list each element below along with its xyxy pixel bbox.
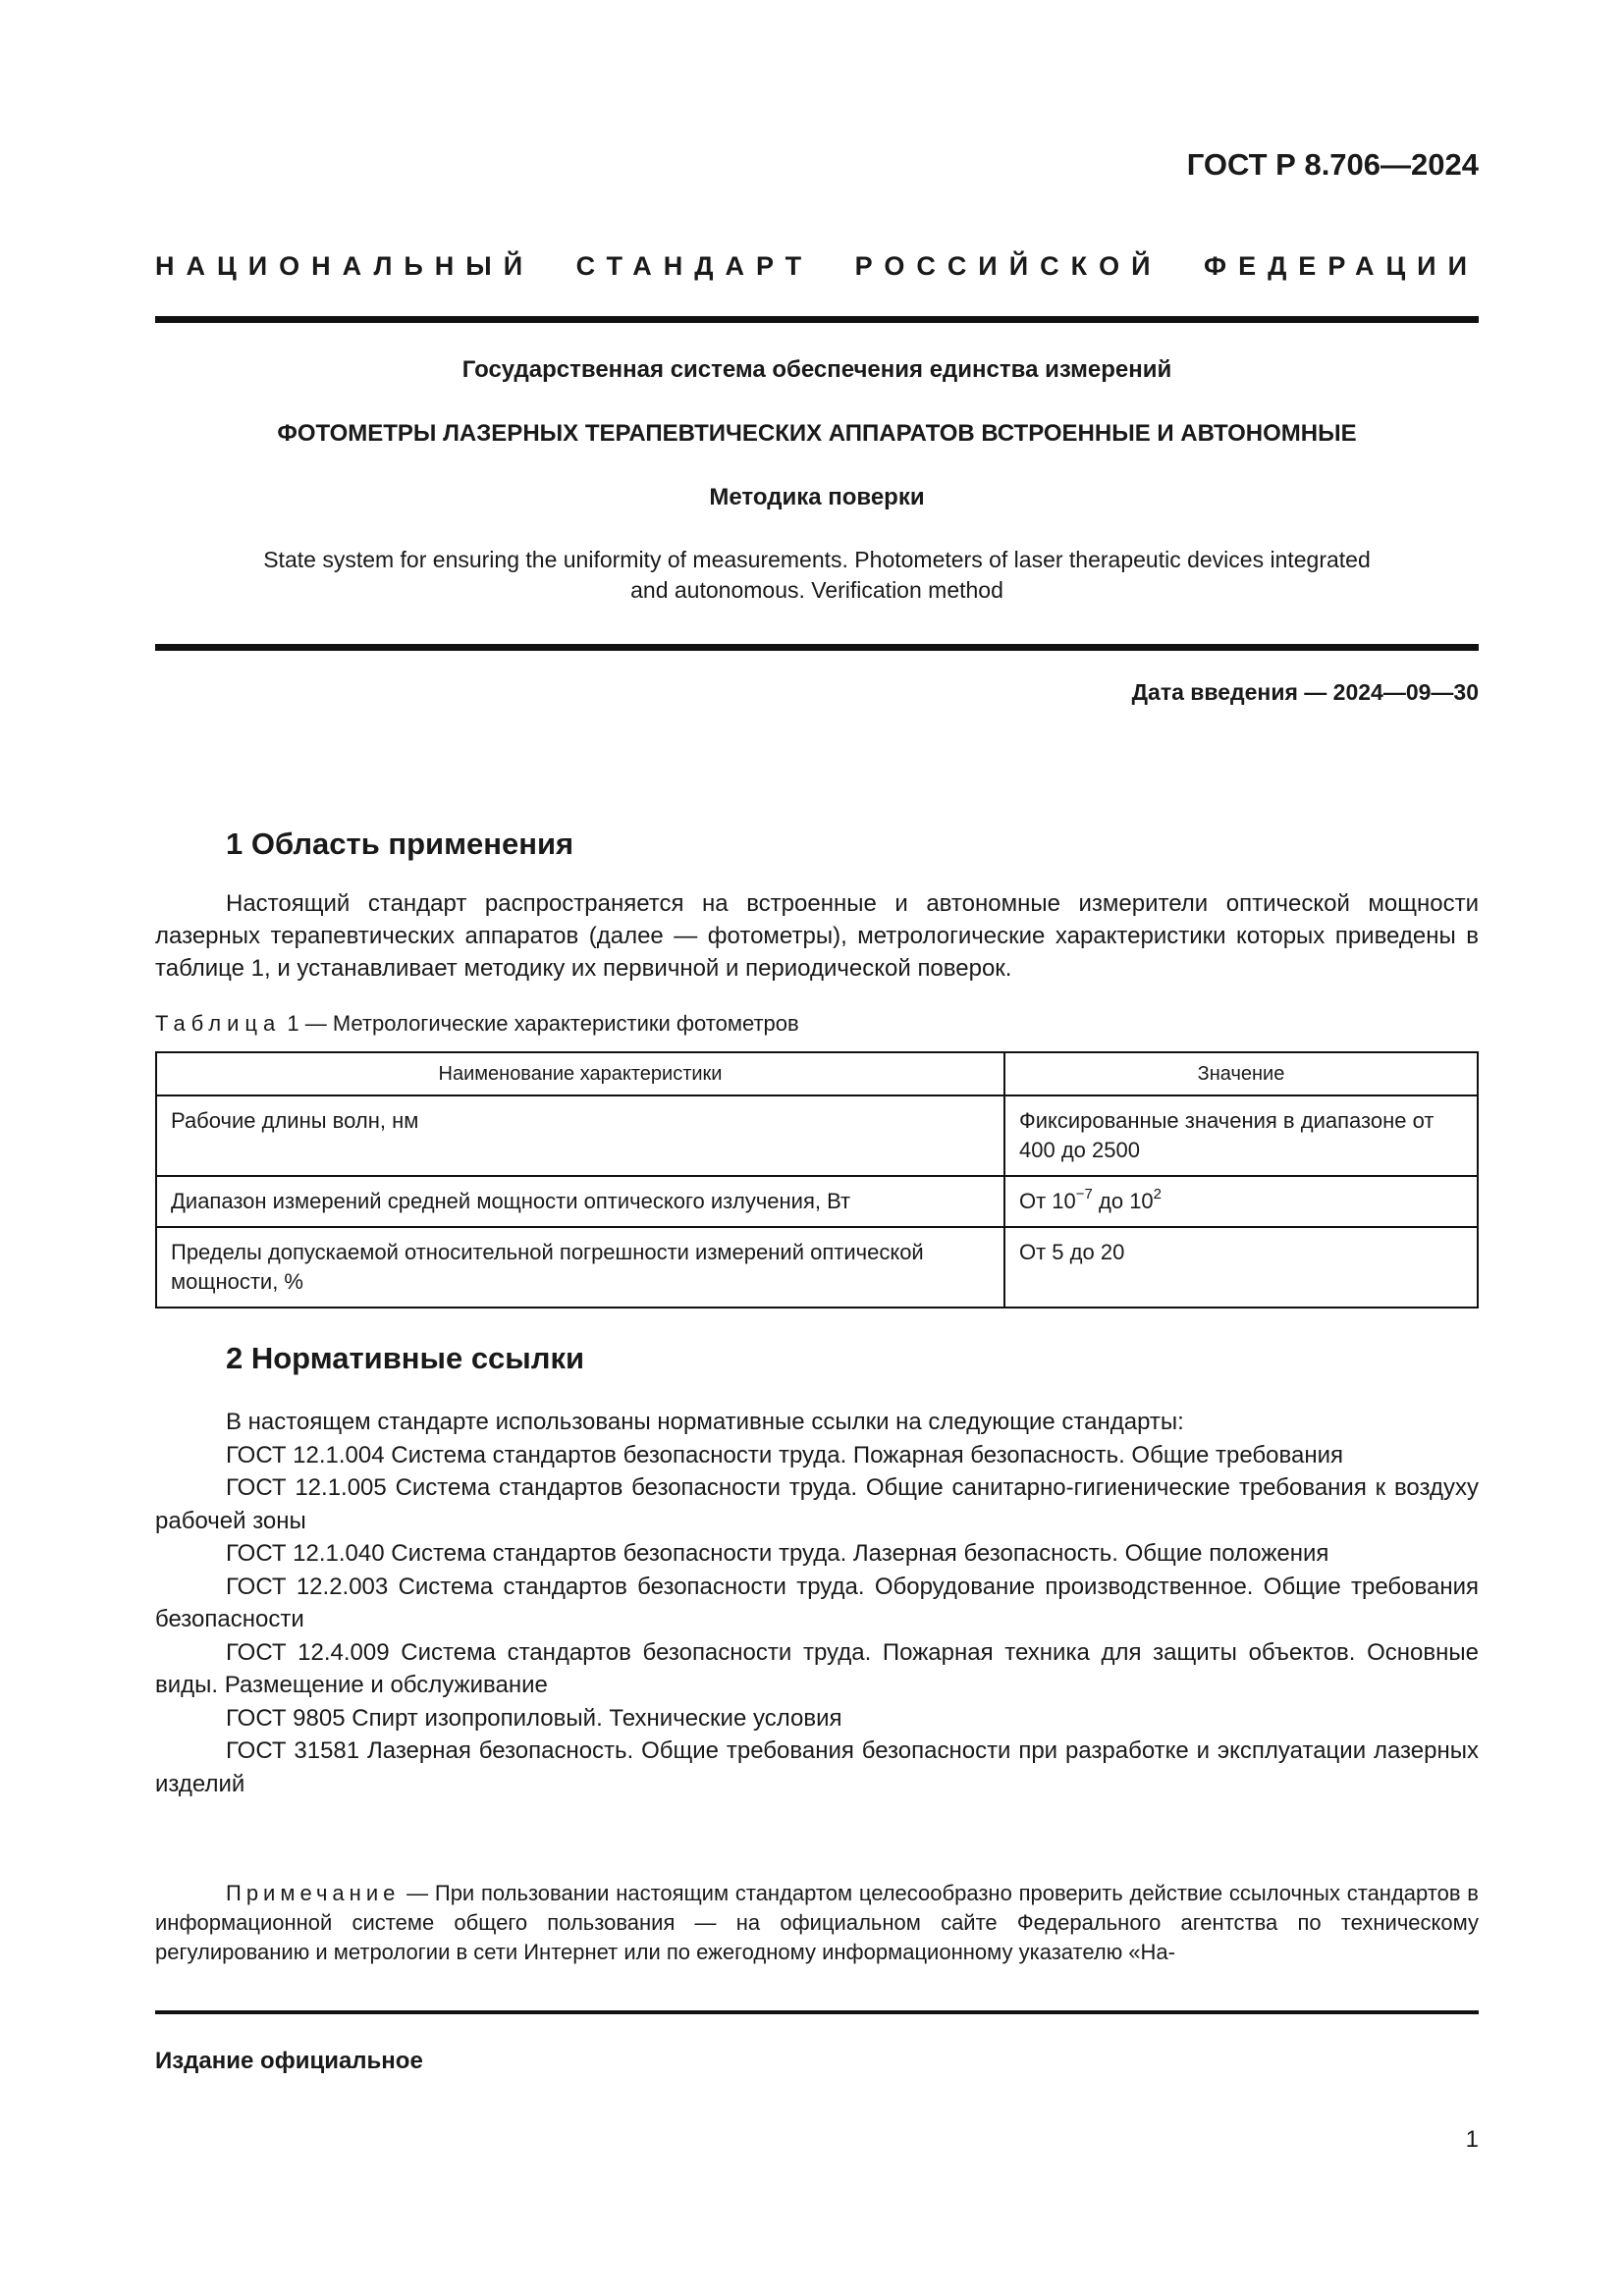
reference-item: ГОСТ 12.1.040 Система стандартов безопасности труда. Лазерная безопасность. Общие положения	[226, 1540, 1329, 1567]
table-cell-name: Диапазон измерений средней мощности оптического излучения, Вт	[156, 1176, 1004, 1227]
normative-references	[155, 1406, 1479, 1800]
section-1-heading: 1 Область применения	[226, 827, 574, 861]
table-caption-label: Таблица	[155, 1011, 282, 1036]
metrological-table	[155, 1051, 1479, 1308]
table-header-row	[156, 1052, 1478, 1095]
reference-item: ГОСТ 12.2.003 Система стандартов безопасности труда. Оборудование производственное. Общие требования безопасности	[155, 1573, 1479, 1632]
reference-item: ГОСТ 12.1.004 Система стандартов безопасности труда. Пожарная безопасность. Общие требования	[226, 1441, 1344, 1468]
top-divider	[155, 316, 1479, 323]
table-row	[156, 1227, 1478, 1308]
page-number: 1	[1465, 2126, 1479, 2153]
scope-paragraph	[155, 887, 1479, 985]
table-cell-value: От 5 до 20	[1004, 1227, 1478, 1308]
value-exponent-1: −7	[1075, 1185, 1093, 1202]
table-row	[156, 1095, 1478, 1176]
note-text: — При пользовании настоящим стандартом целесообразно проверить действие ссылочных стандартов в информационной системе общего пользования — на официальном сайте Федерального агентства по техническому регулированию и метрологии в сети Интернет или по ежегодному информационному указателю «На-	[155, 1881, 1479, 1964]
table-row	[156, 1176, 1478, 1227]
table-caption-text: 1 — Метрологические характеристики фотометров	[287, 1011, 799, 1036]
table-cell-name: Рабочие длины волн, нм	[156, 1095, 1004, 1176]
table-cell-name: Пределы допускаемой относительной погрешности измерений оптической мощности, %	[156, 1227, 1004, 1308]
table-cell-value	[1004, 1176, 1478, 1227]
note-paragraph	[155, 1879, 1479, 1967]
reference-item: ГОСТ 9805 Спирт изопропиловый. Технические условия	[226, 1704, 842, 1732]
value-exponent-2: 2	[1153, 1185, 1163, 1202]
method-title: Методика поверки	[709, 484, 925, 510]
scope-text: Настоящий стандарт распространяется на встроенные и автономные измерители оптической мощности лазерных терапевтических аппаратов (далее — фотометры), метрологические характеристики которых приведены в таблице 1, и устанавливает методику их первичной и периодической поверок.	[155, 890, 1479, 982]
footer-divider	[155, 2010, 1479, 2014]
note-label: Примечание	[226, 1881, 401, 1905]
reference-item: ГОСТ 12.4.009 Система стандартов безопасности труда. Пожарная техника для защиты объектов. Основные виды. Размещение и обслуживание	[155, 1638, 1479, 1698]
table-caption	[155, 1011, 799, 1037]
reference-item: ГОСТ 31581 Лазерная безопасность. Общие требования безопасности при разработке и эксплуатации лазерных изделий	[155, 1737, 1479, 1797]
document-number: ГОСТ Р 8.706—2024	[1186, 147, 1479, 182]
english-title: State system for ensuring the uniformity of measurements. Photometers of laser therapeutic devices integrated and autonomous. Verification method	[263, 547, 1371, 603]
section-2-heading: 2 Нормативные ссылки	[226, 1341, 585, 1375]
title-divider	[155, 644, 1479, 651]
reference-item: ГОСТ 12.1.005 Система стандартов безопасности труда. Общие санитарно-гигиенические требования к воздуху рабочей зоны	[155, 1474, 1479, 1534]
official-edition-label: Издание официальное	[155, 2048, 423, 2074]
introduction-date: Дата введения — 2024—09—30	[1131, 679, 1479, 705]
references-intro: В настоящем стандарте использованы нормативные ссылки на следующие стандарты:	[226, 1409, 1184, 1435]
table-header-name: Наименование характеристики	[156, 1052, 1004, 1095]
main-title: ФОТОМЕТРЫ ЛАЗЕРНЫХ ТЕРАПЕВТИЧЕСКИХ АППАРАТОВ ВСТРОЕННЫЕ И АВТОНОМНЫЕ	[277, 420, 1357, 447]
value-middle: до 10	[1092, 1189, 1154, 1213]
system-title: Государственная система обеспечения единства измерений	[461, 356, 1172, 383]
national-standard-heading: НАЦИОНАЛЬНЫЙ СТАНДАРТ РОССИЙСКОЙ ФЕДЕРАЦИИ	[155, 251, 1479, 281]
table-cell-value: Фиксированные значения в диапазоне от 400 до 2500	[1004, 1095, 1478, 1176]
document-page	[155, 0, 1479, 2296]
value-prefix: От 10	[1019, 1189, 1076, 1213]
table-header-value: Значение	[1004, 1052, 1478, 1095]
